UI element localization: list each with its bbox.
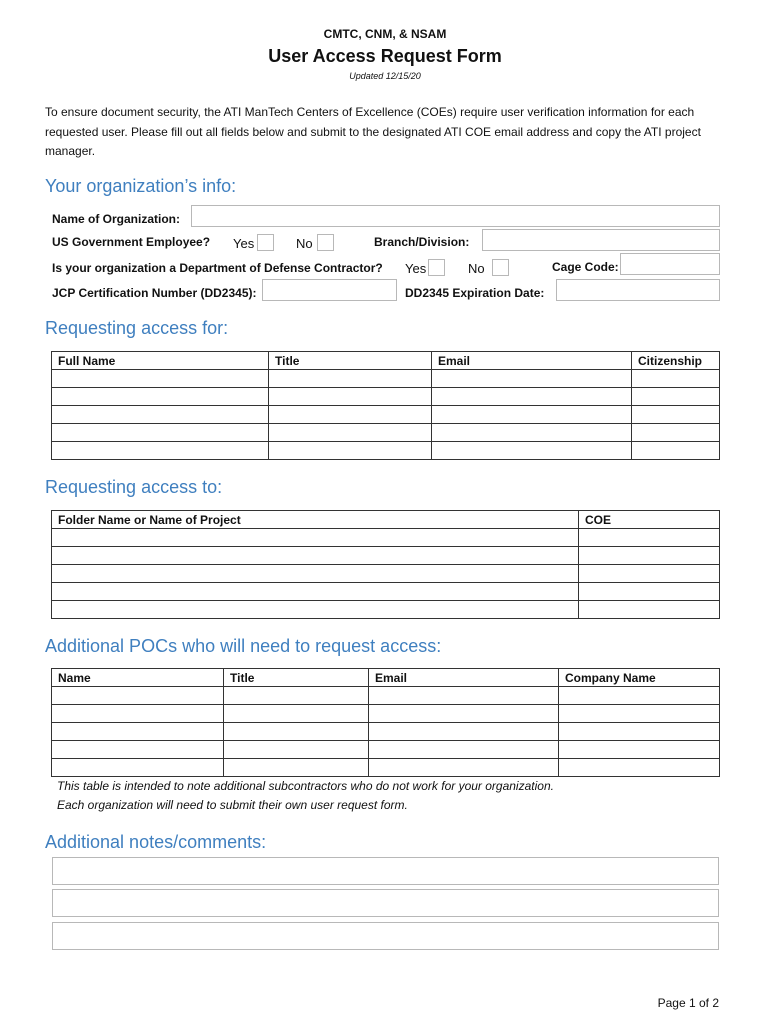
table-cell[interactable]	[432, 406, 632, 424]
updated-date: Updated 12/15/20	[349, 71, 421, 81]
table-cell[interactable]	[52, 583, 579, 601]
table-cell[interactable]	[269, 388, 432, 406]
section-heading-access-to: Requesting access to:	[45, 477, 223, 497]
organization-name-field[interactable]	[191, 205, 720, 227]
column-header: Company Name	[559, 669, 720, 687]
organization-name-label: Name of Organization:	[52, 212, 181, 226]
table-cell[interactable]	[369, 741, 559, 759]
table-cell[interactable]	[52, 424, 269, 442]
table-cell[interactable]	[52, 547, 579, 565]
table-row	[52, 442, 720, 460]
table-cell[interactable]	[52, 705, 224, 723]
dod-contractor-no-label: No	[468, 261, 485, 276]
gov-employee-label: US Government Employee?	[52, 235, 211, 249]
table-cell[interactable]	[432, 442, 632, 460]
table-cell[interactable]	[52, 370, 269, 388]
cage-code-label: Cage Code:	[552, 260, 619, 274]
gov-employee-no-checkbox[interactable]	[317, 234, 334, 251]
table-cell[interactable]	[52, 687, 224, 705]
branch-division-field[interactable]	[482, 229, 720, 251]
table-cell[interactable]	[579, 529, 720, 547]
dd2345-expiration-field[interactable]	[556, 279, 720, 301]
table-cell[interactable]	[579, 583, 720, 601]
table-cell[interactable]	[579, 565, 720, 583]
table-cell[interactable]	[632, 370, 720, 388]
table-row	[52, 565, 720, 583]
access-for-table	[51, 351, 720, 460]
table-row	[52, 741, 720, 759]
table-cell[interactable]	[52, 406, 269, 424]
dod-contractor-label: Is your organization a Department of Defense Contractor?	[52, 261, 383, 275]
table-cell[interactable]	[52, 601, 579, 619]
gov-employee-yes-checkbox[interactable]	[257, 234, 274, 251]
table-row	[52, 601, 720, 619]
intro-paragraph: To ensure document security, the ATI ManTech Centers of Excellence (COEs) require user verification information for each requested user. Please fill out all fields below and submit to the designated ATI COE email address and copy the ATI project manager.	[45, 105, 701, 158]
table-cell[interactable]	[432, 370, 632, 388]
section-heading-access-for: Requesting access for:	[45, 318, 229, 338]
table-row	[52, 759, 720, 777]
header-organizations: CMTC, CNM, & NSAM	[323, 27, 447, 41]
notes-field-3[interactable]	[52, 922, 719, 950]
notes-field-1[interactable]	[52, 857, 719, 885]
table-cell[interactable]	[559, 705, 720, 723]
column-header: Citizenship	[632, 352, 720, 370]
section-heading-pocs: Additional POCs who will need to request access:	[45, 636, 442, 656]
table-row	[52, 424, 720, 442]
table-cell[interactable]	[559, 687, 720, 705]
table-cell[interactable]	[579, 547, 720, 565]
table-cell[interactable]	[632, 388, 720, 406]
column-header: Folder Name or Name of Project	[52, 511, 579, 529]
table-cell[interactable]	[579, 601, 720, 619]
table-cell[interactable]	[52, 529, 579, 547]
table-row	[52, 547, 720, 565]
table-cell[interactable]	[52, 565, 579, 583]
table-cell[interactable]	[632, 424, 720, 442]
table-cell[interactable]	[52, 723, 224, 741]
table-cell[interactable]	[432, 424, 632, 442]
form-title: User Access Request Form	[268, 46, 502, 66]
dd2345-expiration-label: DD2345 Expiration Date:	[405, 286, 545, 300]
dod-contractor-yes-label: Yes	[405, 261, 427, 276]
pocs-note-line-2: Each organization will need to submit their own user request form.	[57, 798, 408, 812]
table-cell[interactable]	[369, 759, 559, 777]
table-cell[interactable]	[52, 388, 269, 406]
table-cell[interactable]	[269, 424, 432, 442]
table-row	[52, 687, 720, 705]
dod-contractor-yes-checkbox[interactable]	[428, 259, 445, 276]
column-header: COE	[579, 511, 720, 529]
table-cell[interactable]	[559, 741, 720, 759]
table-cell[interactable]	[269, 370, 432, 388]
dod-contractor-no-checkbox[interactable]	[492, 259, 509, 276]
table-cell[interactable]	[224, 705, 369, 723]
table-row	[52, 388, 720, 406]
page-number: Page 1 of 2	[657, 996, 719, 1010]
column-header: Full Name	[52, 352, 269, 370]
jcp-cert-field[interactable]	[262, 279, 397, 301]
cage-code-field[interactable]	[620, 253, 720, 275]
table-cell[interactable]	[632, 442, 720, 460]
table-cell[interactable]	[224, 687, 369, 705]
column-header: Email	[432, 352, 632, 370]
table-cell[interactable]	[224, 723, 369, 741]
table-cell[interactable]	[224, 741, 369, 759]
table-cell[interactable]	[52, 741, 224, 759]
section-heading-notes: Additional notes/comments:	[45, 832, 267, 852]
table-header-row	[52, 669, 720, 687]
table-row	[52, 406, 720, 424]
table-header-row	[52, 511, 720, 529]
table-cell[interactable]	[559, 723, 720, 741]
column-header: Title	[224, 669, 369, 687]
table-cell[interactable]	[432, 388, 632, 406]
table-cell[interactable]	[559, 759, 720, 777]
jcp-cert-label: JCP Certification Number (DD2345):	[52, 286, 257, 300]
table-cell[interactable]	[369, 705, 559, 723]
table-cell[interactable]	[224, 759, 369, 777]
column-header: Email	[369, 669, 559, 687]
table-row	[52, 370, 720, 388]
table-header-row	[52, 352, 720, 370]
table-row	[52, 705, 720, 723]
table-row	[52, 529, 720, 547]
gov-employee-no-label: No	[296, 236, 313, 251]
table-cell[interactable]	[269, 406, 432, 424]
notes-field-2[interactable]	[52, 889, 719, 917]
branch-division-label: Branch/Division:	[374, 235, 470, 249]
table-row	[52, 723, 720, 741]
table-cell[interactable]	[52, 759, 224, 777]
table-cell[interactable]	[369, 687, 559, 705]
column-header: Title	[269, 352, 432, 370]
access-to-table	[51, 510, 720, 619]
column-header: Name	[52, 669, 224, 687]
table-cell[interactable]	[269, 442, 432, 460]
table-row	[52, 583, 720, 601]
pocs-table	[51, 668, 720, 777]
pocs-note-line-1: This table is intended to note additional subcontractors who do not work for your organization.	[57, 779, 554, 793]
table-cell[interactable]	[369, 723, 559, 741]
table-cell[interactable]	[52, 442, 269, 460]
gov-employee-yes-label: Yes	[233, 236, 255, 251]
table-cell[interactable]	[632, 406, 720, 424]
section-heading-org-info: Your organization’s info:	[45, 176, 237, 196]
